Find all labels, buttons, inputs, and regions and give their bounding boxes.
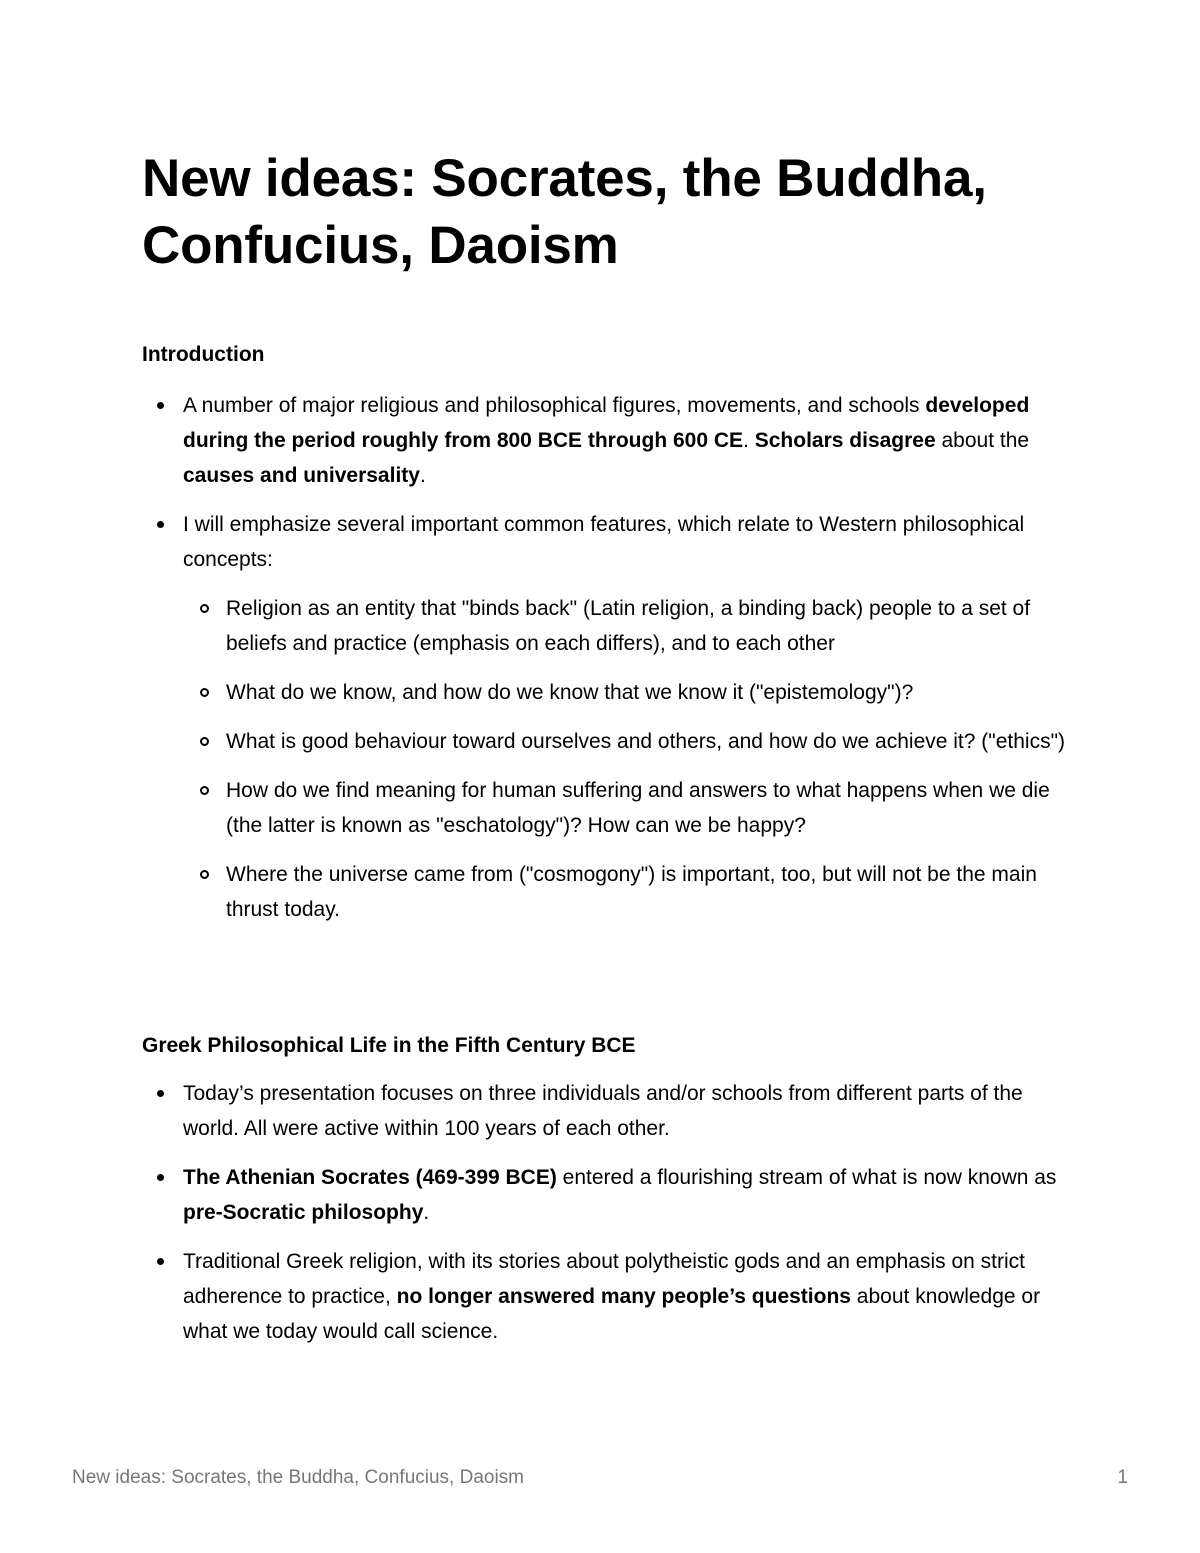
list-item-text: The Athenian Socrates (469-399 BCE) entered a flourishing stream of what is now known as pre-Socratic philosophy. <box>183 1166 1057 1224</box>
sub-list-item: What do we know, and how do we know that we know it ("epistemology")? <box>226 675 1083 710</box>
bullet-icon <box>157 1258 164 1265</box>
sub-list <box>226 591 1083 927</box>
introduction-list <box>183 388 1083 941</box>
page-title: New ideas: Socrates, the Buddha, Confucius, Daoism <box>142 149 987 275</box>
page-number: 1 <box>1117 1467 1128 1488</box>
hollow-bullet-icon <box>200 870 209 879</box>
list-item <box>183 507 1083 927</box>
list-item-text: A number of major religious and philosophical figures, movements, and schools developed during the period roughly from 800 BCE through 600 CE. Scholars disagree about the causes and universality. <box>183 394 1030 487</box>
footer-title: New ideas: Socrates, the Buddha, Confucius, Daoism <box>72 1467 525 1488</box>
bullet-icon <box>157 521 164 528</box>
list-item-text: Today’s presentation focuses on three individuals and/or schools from different parts of the world. All were active within 100 years of each other. <box>183 1082 1023 1140</box>
section-heading-introduction: Introduction <box>142 343 265 366</box>
sub-list-item: What is good behaviour toward ourselves and others, and how do we achieve it? ("ethics") <box>226 724 1083 759</box>
list-item-text: I will emphasize several important common features, which relate to Western philosophical concepts: <box>183 513 1025 571</box>
list-item <box>183 1160 1083 1230</box>
bullet-icon <box>157 1090 164 1097</box>
section-heading-greek-philosophy: Greek Philosophical Life in the Fifth Century BCE <box>142 1034 636 1057</box>
hollow-bullet-icon <box>200 688 209 697</box>
bullet-icon <box>157 402 164 409</box>
list-item <box>183 388 1083 493</box>
list-item <box>183 1244 1083 1349</box>
sub-list-item: Where the universe came from ("cosmogony") is important, too, but will not be the main thrust today. <box>226 857 1083 927</box>
greek-philosophy-list <box>183 1076 1083 1363</box>
hollow-bullet-icon <box>200 737 209 746</box>
hollow-bullet-icon <box>200 604 209 613</box>
bullet-icon <box>157 1174 164 1181</box>
list-item-text: Traditional Greek religion, with its stories about polytheistic gods and an emphasis on strict adherence to practice, no longer answered many people’s questions about knowledge or what we today would call science. <box>183 1250 1041 1343</box>
sub-list-item: How do we find meaning for human suffering and answers to what happens when we die (the latter is known as "eschatology")? How can we be happy? <box>226 773 1083 843</box>
list-item <box>183 1076 1083 1146</box>
sub-list-item: Religion as an entity that "binds back" (Latin religion, a binding back) people to a set of beliefs and practice (emphasis on each differs), and to each other <box>226 591 1083 661</box>
hollow-bullet-icon <box>200 786 209 795</box>
